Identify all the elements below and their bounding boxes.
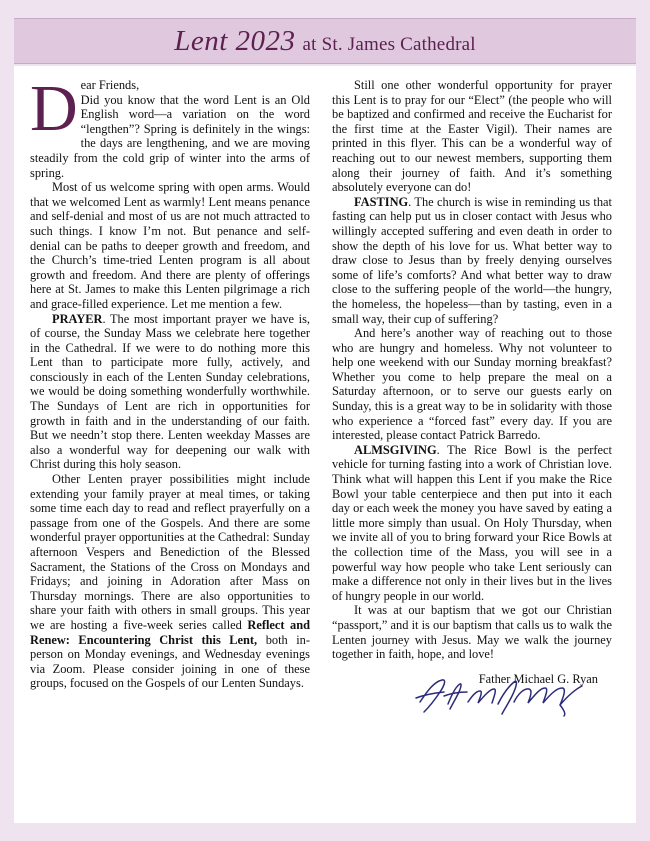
paragraph-9: It was at our baptism that we got our Christian “passport,” and it is our baptism that calls us to walk the Lenten journey with Jesus. May we walk the journey together in faith, hope, and love! [332, 603, 612, 662]
right-column [332, 78, 612, 813]
banner-inner [174, 25, 476, 58]
letter-body [14, 66, 636, 823]
prayer-text: . The most important prayer we have is, of course, the Sunday Mass we celebrate here together in the Cathedral. If we were to do nothing more this Lent than to participate more fully, actively, and consciously in each of the Lenten Sunday celebrations, we would be doing something wonderfully worthwhile. The Sundays of Lent are rich in opportunities for growth in faith and in the understanding of our faith. But we needn’t stop there. Lenten weekday Masses are also a wonderful way for deepening our walk with Christ during this holy season. [30, 311, 310, 472]
paragraph-4-part-a: Other Lenten prayer possibilities might include extending your family prayer at meal times, or taking some time each day to read and reflect prayerfully on a passage from one of the Gospels. And there are some wonderful prayer opportunities at the Cathedral: Sunday afternoon Vespers and Benediction of the Blessed Sacrament, the Stations of the Cross on Mondays and Fridays; and joining in Adoration after Mass on Thursday mornings. There are also opportunities to share your faith with others in small groups. This year we are hosting a five-week series called [30, 472, 310, 632]
paragraph-4-part-b: both in-person on Monday evenings, and Wednesday evenings via Zoom. Please consider joining in one of these groups, focused on the Gospels of our Lenten Sundays. [30, 632, 310, 691]
two-column-layout [30, 72, 620, 813]
paragraph-2: Most of us welcome spring with open arms. Would that we welcomed Lent as warmly! Lent means penance and self-denial and most of us are not much attracted to such things. I know I’m not. But penance and self-denial can be paths to deeper growth and freedom, and the Church’s time-tried Lenten program is all about growth and freedom. And there are plenty of offerings here at St. James to make this Lenten pilgrimage a rich and grace-filled experience. Let me mention a few. [30, 180, 310, 311]
greeting-line: ear Friends, [80, 78, 140, 92]
fasting-heading: FASTING [354, 194, 409, 209]
paragraph-7: And here’s another way of reaching out to those who are hungry and homeless. Why not volunteer to help one weekend with our Sunday morning breakfast? Whether you come to help prepare the meal on a Saturday afternoon, or to serve our guests early on Sunday, this is a great way to be in solidarity with those who experience a “forced fast” every day. If you are interested, please contact Patrick Barredo. [332, 326, 612, 443]
paragraph-8 [332, 443, 612, 604]
paragraph-1: Did you know that the word Lent is an Old English word—a variation on the word “lengthen”? Spring is definitely in the wings: the days are lengthening, and we are moving steadily from the cold grip of winter into the arms of spring. [30, 92, 310, 180]
page-title: Lent 2023 [174, 24, 296, 57]
series-title: Reflect and Renew: Encountering Christ this Lent, [30, 617, 310, 647]
signature-name: Father Michael G. Ryan [478, 671, 598, 686]
left-column [30, 72, 310, 813]
drop-cap-letter: D [30, 72, 78, 145]
almsgiving-heading: ALMSGIVING [354, 442, 437, 457]
prayer-heading: PRAYER [52, 311, 103, 326]
page-banner [14, 18, 636, 64]
handwritten-signature-icon [414, 672, 594, 718]
paragraph-4 [30, 472, 310, 691]
page-subtitle: at St. James Cathedral [302, 33, 476, 55]
almsgiving-text: . The Rice Bowl is the perfect vehicle for turning fasting into a work of Christian love. Think what will happen this Lent if you make the Rice Bowl your table centerpiece and then put into it each day or each week the money you have saved by eating a little more simply than usual. On Holy Thursday, when we invite all of you to bring forward your Rice Bowls at the collection time of the Mass, you will see in a powerful way how people who take Lent seriously can make a difference not only in their lives but in the lives of hungry people in our world. [332, 442, 612, 603]
paragraph-3 [30, 312, 310, 473]
fasting-text: . The church is wise in reminding us that fasting can help put us in closer contact with Jesus who willingly accepted suffering and even death in order to show the depth of his love for us. What better way to draw close to Jesus than by freely denying ourselves some of life’s comforts? And what better way to draw close to the suffering people of the world—the hungry, the homeless, the hopeless—than by tasting, even in a small way, their cup of suffering? [332, 194, 612, 326]
opening-paragraph [30, 72, 310, 180]
paragraph-6 [332, 195, 612, 326]
signature-block [332, 672, 612, 718]
paragraph-5: Still one other wonderful opportunity for prayer this Lent is to pray for our “Elect” (the people who will be baptized and confirmed and receive the Eucharist for the first time at the Easter Vigil). Their names are printed in this flyer. This can be a wonderful way of reaching out to our newest members, supporting them along their journey of faith. And it’s something absolutely everyone can do! [332, 78, 612, 195]
